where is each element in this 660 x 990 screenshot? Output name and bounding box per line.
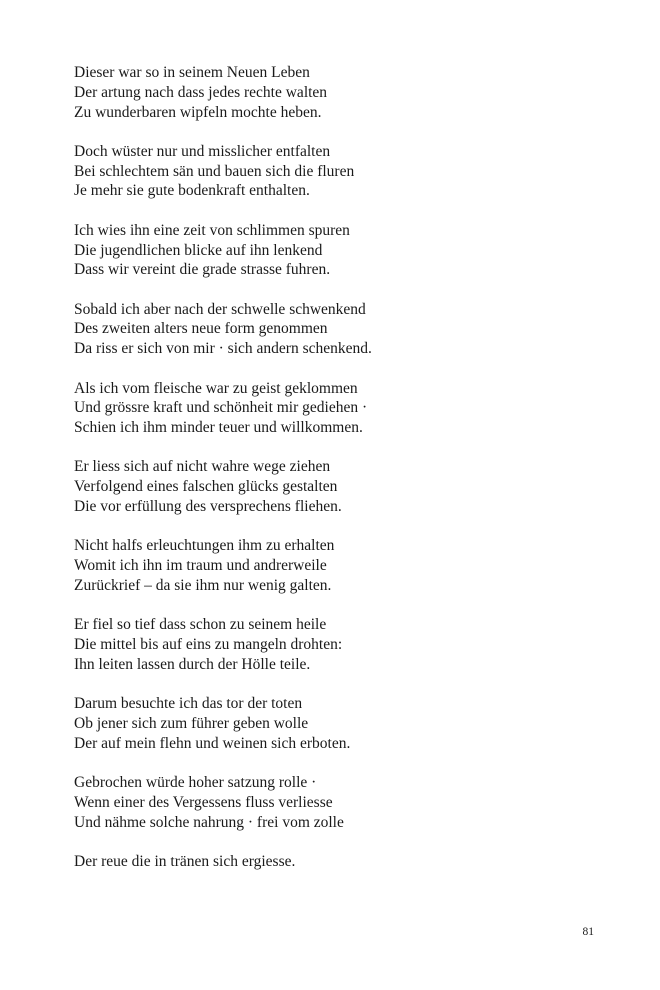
stanza [74, 536, 594, 595]
stanza [74, 694, 594, 753]
verse-line: Ich wies ihn eine zeit von schlimmen spuren [74, 221, 350, 239]
verse-line: Je mehr sie gute bodenkraft enthalten. [74, 182, 310, 200]
verse-line: Dieser war so in seinem Neuen Leben [74, 64, 310, 81]
verse-line: Er fiel so tief dass schon zu seinem heile [74, 616, 327, 634]
verse-line: Ob jener sich zum führer geben wolle [74, 714, 309, 732]
verse-line: Darum besuchte ich das tor der toten [74, 695, 303, 713]
verse-line: Nicht halfs erleuchtungen ihm zu erhalten [74, 537, 335, 555]
verse-line: Der auf mein flehn und weinen sich erboten. [74, 734, 351, 752]
verse-line: Schien ich ihm minder teuer und willkommen. [74, 419, 363, 437]
verse-line: Womit ich ihn im traum und andrerweile [74, 557, 327, 575]
verse-line: Er liess sich auf nicht wahre wege ziehen [74, 458, 331, 476]
poem-body [74, 63, 594, 891]
stanza [74, 615, 594, 674]
stanza [74, 300, 594, 359]
verse-line: Und grössre kraft und schönheit mir gediehen · [74, 399, 368, 417]
verse-line: Und nähme solche nahrung · frei vom zolle [74, 813, 344, 831]
verse-line: Als ich vom fleische war zu geist geklommen [74, 379, 358, 397]
verse-line: Gebrochen würde hoher satzung rolle · [74, 774, 317, 792]
verse-line: Ihn leiten lassen durch der Hölle teile. [74, 655, 311, 673]
verse-line: Die jugendlichen blicke auf ihn lenkend [74, 241, 323, 259]
stanza [74, 63, 594, 122]
stanza [74, 379, 594, 438]
verse-line: Die vor erfüllung des versprechens fliehen. [74, 498, 342, 516]
verse-line: Des zweiten alters neue form genommen [74, 320, 328, 338]
verse-line: Der reue die in tränen sich ergiesse. [74, 852, 296, 870]
verse-line: Zurückrief – da sie ihm nur wenig galten. [74, 576, 332, 594]
verse-line: Bei schlechtem sän und bauen sich die fluren [74, 162, 355, 180]
verse-line: Da riss er sich von mir · sich andern schenkend. [74, 340, 372, 358]
stanza [74, 457, 594, 516]
verse-line: Der artung nach dass jedes rechte walten [74, 83, 328, 101]
page-number: 81 [582, 926, 594, 938]
stanza [74, 142, 594, 201]
verse-line: Verfolgend eines falschen glücks gestalten [74, 478, 338, 496]
verse-line: Die mittel bis auf eins zu mangeln drohten: [74, 636, 343, 654]
verse-line: Dass wir vereint die grade strasse fuhren. [74, 261, 331, 279]
stanza [74, 221, 594, 280]
verse-line: Doch wüster nur und misslicher entfalten [74, 142, 331, 160]
stanza [74, 852, 594, 872]
stanza [74, 773, 594, 832]
verse-line: Sobald ich aber nach der schwelle schwenkend [74, 300, 366, 318]
verse-line: Zu wunderbaren wipfeln mochte heben. [74, 103, 322, 121]
verse-line: Wenn einer des Vergessens fluss verliesse [74, 793, 333, 811]
